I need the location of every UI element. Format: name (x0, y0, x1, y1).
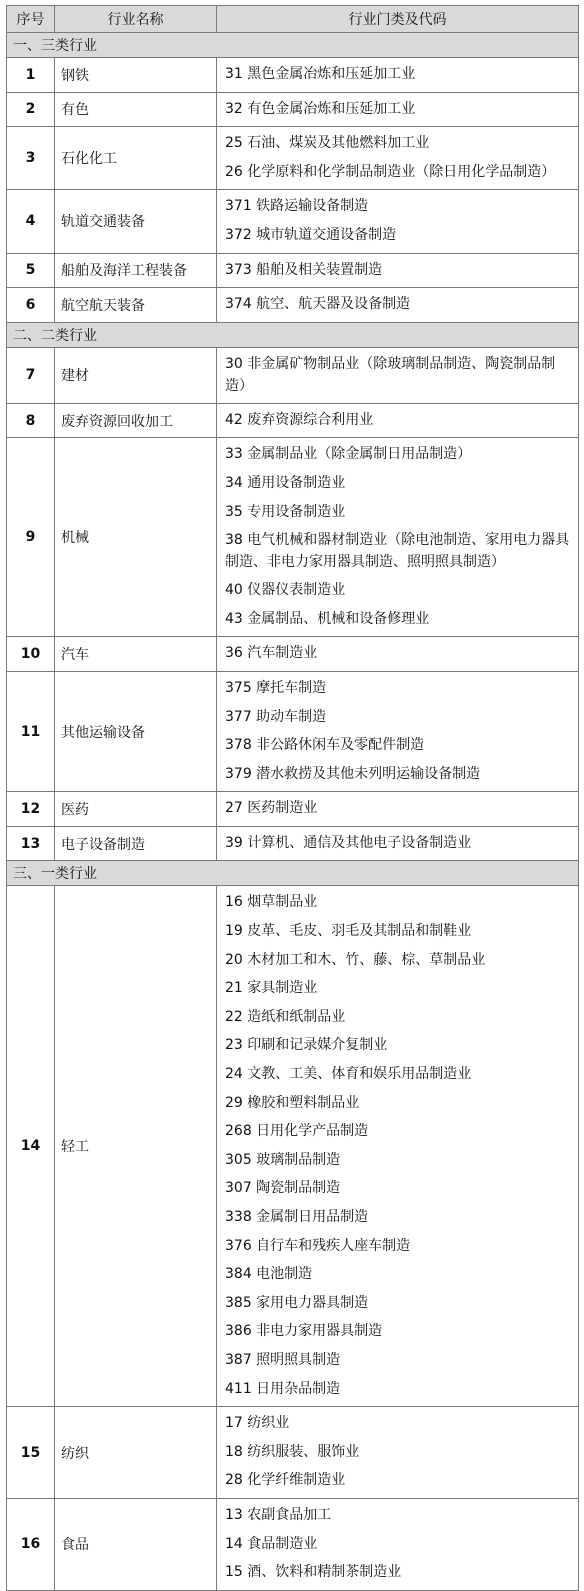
section-title: 二、二类行业 (7, 322, 579, 347)
industry-code-line: 372 城市轨道交通设备制造 (225, 226, 397, 243)
table-row (7, 1498, 579, 1590)
industry-code-line: 26 化学原料和化学制品制造业（除日用化学品制造） (225, 163, 556, 180)
industry-code-line: 23 印刷和记录媒介复制业 (225, 1037, 388, 1054)
table-row (7, 347, 579, 403)
industry-name: 钢铁 (55, 58, 217, 93)
row-number: 6 (7, 288, 55, 323)
industry-name: 轨道交通装备 (55, 190, 217, 253)
industry-code-line: 24 文教、工美、体育和娱乐用品制造业 (225, 1066, 472, 1083)
industry-code-line: 34 通用设备制造业 (225, 474, 346, 491)
industry-code-line: 307 陶瓷制品制造 (225, 1180, 341, 1197)
industry-code-line: 378 非公路休闲车及零配件制造 (225, 737, 425, 754)
industry-name: 航空航天装备 (55, 288, 217, 323)
industry-code-line: 20 木材加工和木、竹、藤、棕、草制品业 (225, 951, 486, 968)
table-row (7, 253, 579, 288)
industry-code-line: 384 电池制造 (225, 1266, 313, 1283)
row-number: 14 (7, 886, 55, 1407)
industry-name: 机械 (55, 438, 217, 637)
industry-code-line: 374 航空、航天器及设备制造 (225, 296, 411, 313)
section-row (7, 322, 579, 347)
industry-codes (217, 288, 579, 323)
header-name: 行业名称 (55, 6, 217, 33)
industry-codes (217, 403, 579, 438)
row-number: 12 (7, 792, 55, 827)
industry-code-line: 14 食品制造业 (225, 1535, 318, 1552)
industry-codes (217, 1407, 579, 1499)
industry-code-line: 387 照明照具制造 (225, 1351, 341, 1368)
table-row (7, 886, 579, 1407)
industry-code-line: 18 纺织服装、服饰业 (225, 1443, 360, 1460)
industry-name: 石化化工 (55, 127, 217, 190)
row-number: 9 (7, 438, 55, 637)
row-number: 4 (7, 190, 55, 253)
industry-name: 纺织 (55, 1407, 217, 1499)
section-title: 一、三类行业 (7, 33, 579, 58)
industry-code-line: 25 石油、煤炭及其他燃料加工业 (225, 135, 430, 152)
industry-code-line: 268 日用化学产品制造 (225, 1123, 369, 1140)
industry-code-line: 375 摩托车制造 (225, 679, 327, 696)
industry-code-line: 305 玻璃制品制造 (225, 1151, 341, 1168)
industry-code-line: 338 金属制日用品制造 (225, 1209, 369, 1225)
industry-code-line: 373 船舶及相关装置制造 (225, 261, 383, 278)
row-number: 1 (7, 58, 55, 93)
industry-name: 有色 (55, 92, 217, 127)
industry-code-line: 377 助动车制造 (225, 708, 327, 725)
industry-codes (217, 347, 579, 403)
industry-code-line: 29 橡胶和塑料制品业 (225, 1094, 360, 1111)
industry-code-line: 16 烟草制品业 (225, 894, 318, 911)
row-number: 15 (7, 1407, 55, 1499)
industry-code-line: 42 废弃资源综合利用业 (225, 411, 374, 428)
industry-codes (217, 671, 579, 791)
industry-codes (217, 253, 579, 288)
industry-code-line: 38 电气机械和器材制造业（除电池制造、家用电力器具制造、非电力家用器具制造、照明照具制造） (225, 532, 570, 571)
row-number: 5 (7, 253, 55, 288)
industry-code-line: 379 潜水救捞及其他未列明运输设备制造 (225, 765, 481, 782)
industry-code-line: 31 黑色金属冶炼和压延加工业 (225, 66, 416, 82)
industry-code-line: 376 自行车和残疾人座车制造 (225, 1237, 411, 1254)
industry-code-line: 15 酒、饮料和精制茶制造业 (225, 1564, 402, 1581)
table-row (7, 438, 579, 637)
table-row (7, 127, 579, 190)
industry-name: 汽车 (55, 637, 217, 672)
industry-name: 废弃资源回收加工 (55, 403, 217, 438)
table-row (7, 826, 579, 861)
industry-code-line: 43 金属制品、机械和设备修理业 (225, 610, 430, 627)
table-row (7, 403, 579, 438)
header-codes: 行业门类及代码 (217, 6, 579, 33)
header-num: 序号 (7, 6, 55, 33)
industry-codes (217, 190, 579, 253)
table-row (7, 288, 579, 323)
industry-codes (217, 92, 579, 127)
table-row (7, 637, 579, 672)
row-number: 11 (7, 671, 55, 791)
table-row (7, 792, 579, 827)
row-number: 16 (7, 1498, 55, 1590)
industry-code-line: 27 医药制造业 (225, 800, 318, 817)
table-row (7, 671, 579, 791)
table-row (7, 1407, 579, 1499)
industry-code-line: 22 造纸和纸制品业 (225, 1008, 346, 1025)
industry-code-line: 385 家用电力器具制造 (225, 1294, 369, 1311)
industry-name: 建材 (55, 347, 217, 403)
industry-code-line: 386 非电力家用器具制造 (225, 1323, 383, 1340)
industry-code-line: 39 计算机、通信及其他电子设备制造业 (225, 834, 472, 851)
industry-table (6, 5, 579, 1591)
industry-codes (217, 792, 579, 827)
industry-code-line: 36 汽车制造业 (225, 645, 318, 662)
industry-codes (217, 58, 579, 93)
industry-code-line: 32 有色金属冶炼和压延加工业 (225, 100, 416, 117)
industry-code-line: 21 家具制造业 (225, 980, 318, 997)
industry-name: 医药 (55, 792, 217, 827)
industry-code-line: 28 化学纤维制造业 (225, 1472, 346, 1489)
industry-name: 食品 (55, 1498, 217, 1590)
industry-code-line: 13 农副食品加工 (225, 1506, 332, 1523)
row-number: 8 (7, 403, 55, 438)
table-row (7, 190, 579, 253)
row-number: 2 (7, 92, 55, 127)
industry-code-line: 17 纺织业 (225, 1415, 290, 1432)
industry-name: 船舶及海洋工程装备 (55, 253, 217, 288)
industry-name: 其他运输设备 (55, 671, 217, 791)
industry-code-line: 411 日用杂品制造 (225, 1380, 341, 1397)
table-row (7, 92, 579, 127)
industry-code-line: 35 专用设备制造业 (225, 503, 346, 520)
industry-codes (217, 637, 579, 672)
industry-code-line: 40 仪器仪表制造业 (225, 582, 346, 599)
row-number: 13 (7, 826, 55, 861)
industry-codes (217, 826, 579, 861)
industry-code-line: 19 皮革、毛皮、羽毛及其制品和制鞋业 (225, 923, 472, 940)
section-row (7, 33, 579, 58)
industry-code-line: 30 非金属矿物制品业（除玻璃制品制造、陶瓷制品制造） (225, 355, 556, 394)
industry-codes (217, 438, 579, 637)
industry-codes (217, 886, 579, 1407)
industry-codes (217, 1498, 579, 1590)
industry-code-line: 33 金属制品业（除金属制日用品制造） (225, 446, 472, 463)
table-body (7, 33, 579, 1591)
row-number: 10 (7, 637, 55, 672)
row-number: 7 (7, 347, 55, 403)
industry-name: 电子设备制造 (55, 826, 217, 861)
row-number: 3 (7, 127, 55, 190)
industry-name: 轻工 (55, 886, 217, 1407)
section-row (7, 861, 579, 886)
table-header-row (7, 6, 579, 33)
industry-codes (217, 127, 579, 190)
industry-code-line: 371 铁路运输设备制造 (225, 198, 369, 215)
table-row (7, 58, 579, 93)
section-title: 三、一类行业 (7, 861, 579, 886)
